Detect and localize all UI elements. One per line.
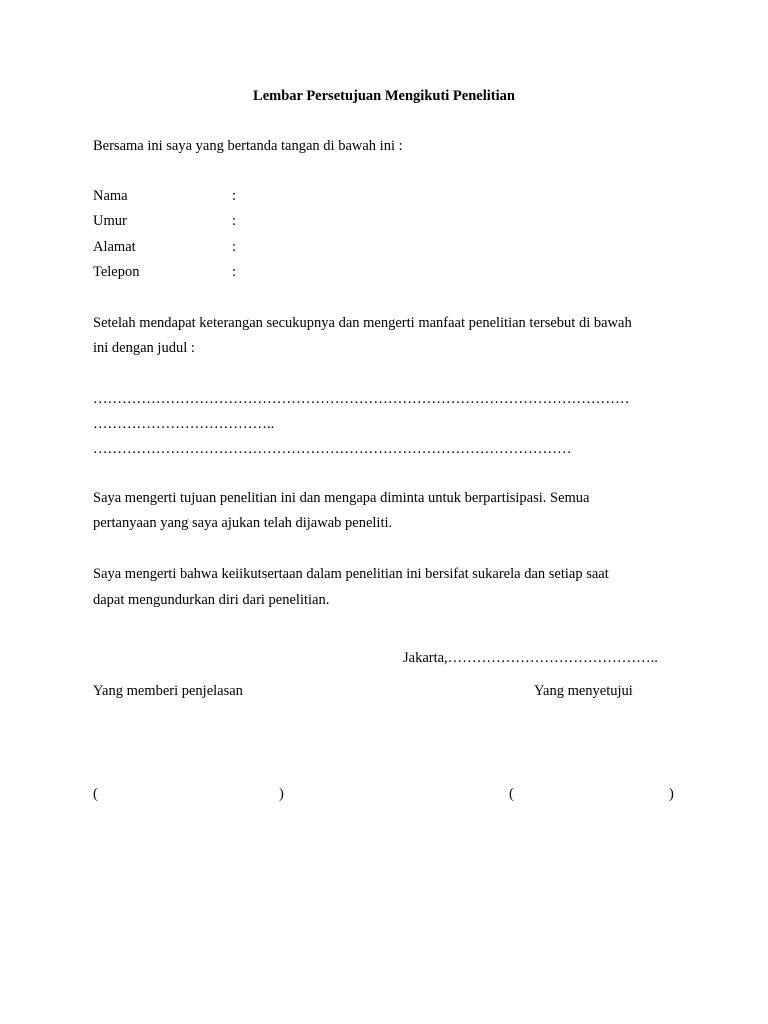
intro-text: Bersama ini saya yang bertanda tangan di bawah ini : (93, 138, 403, 154)
dotted-line-2: ……………………………….. (93, 416, 275, 432)
signature-right-close-bracket: ) (669, 786, 674, 802)
statement-line-1: Setelah mendapat keterangan secukupnya dan mengerti manfaat penelitian tersebut di bawah (93, 315, 632, 331)
place-date: Jakarta,…………………………………….. (403, 650, 658, 666)
document-title: Lembar Persetujuan Mengikuti Penelitian (253, 88, 515, 104)
paragraph-1-line-1: Saya mengerti tujuan penelitian ini dan mengapa diminta untuk berpartisipasi. Semua (93, 490, 590, 506)
field-label-nama: Nama (93, 188, 128, 204)
field-colon-nama: : (232, 188, 237, 204)
paragraph-2-line-1: Saya mengerti bahwa keiikutsertaan dalam penelitian ini bersifat sukarela dan setiap saat (93, 566, 609, 582)
signature-right-open-bracket: ( (509, 786, 514, 802)
field-label-umur: Umur (93, 213, 127, 229)
field-colon-telepon: : (232, 264, 237, 280)
statement-line-2: ini dengan judul : (93, 340, 195, 356)
signature-left-close-bracket: ) (279, 786, 284, 802)
field-label-telepon: Telepon (93, 264, 140, 280)
field-colon-alamat: : (232, 239, 237, 255)
paragraph-2-line-2: dapat mengundurkan diri dari penelitian. (93, 592, 330, 608)
paragraph-1-line-2: pertanyaan yang saya ajukan telah dijawab peneliti. (93, 515, 393, 531)
signer-left-label: Yang memberi penjelasan (93, 683, 243, 699)
dotted-line-3: ……………………………………………………………………………………… (93, 441, 572, 457)
signer-right-label: Yang menyetujui (534, 683, 633, 699)
signature-left-open-bracket: ( (93, 786, 98, 802)
field-colon-umur: : (232, 213, 237, 229)
dotted-line-1: ………………………………………………………………………………………………… (93, 391, 630, 407)
field-label-alamat: Alamat (93, 239, 136, 255)
